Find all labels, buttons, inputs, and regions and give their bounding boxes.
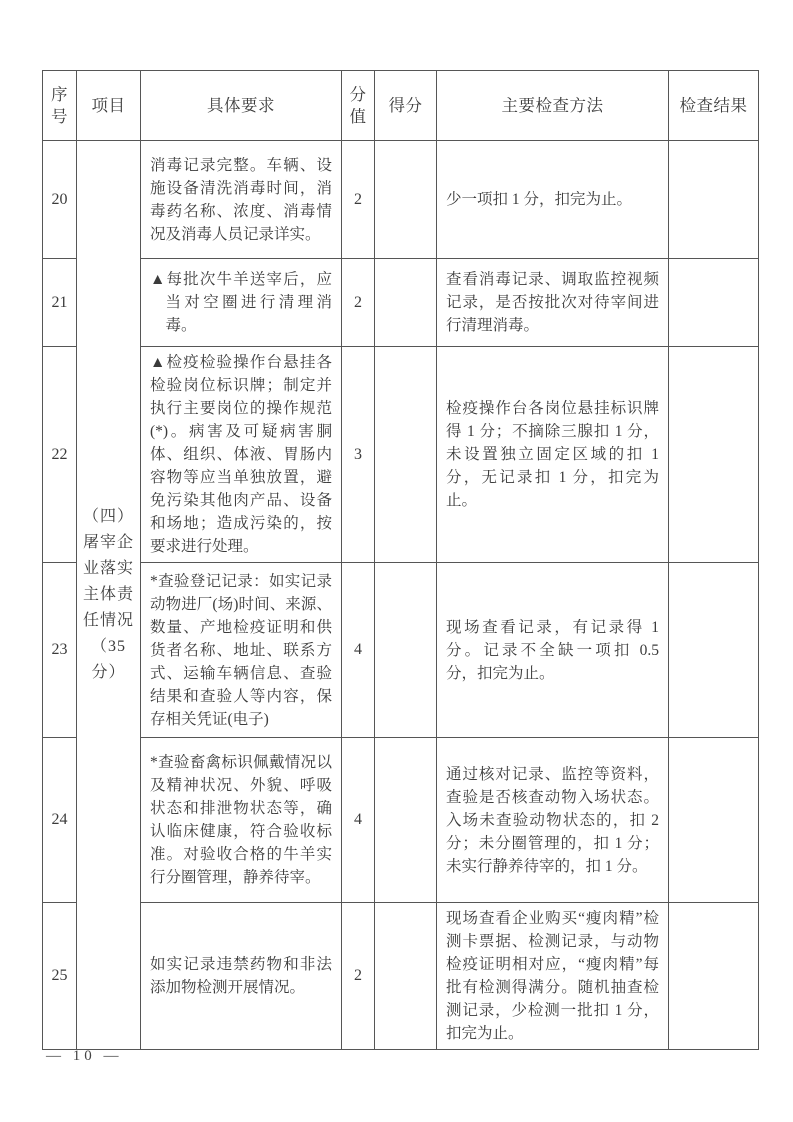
row-no-cell: 20 bbox=[43, 141, 77, 259]
table-row bbox=[43, 563, 759, 738]
inspection-score-table bbox=[42, 70, 759, 1050]
requirement-text: 消毒记录完整。车辆、设施设备清洗消毒时间，消毒药名称、浓度、消毒情况及消毒人员记录详实。 bbox=[150, 156, 332, 243]
result-cell bbox=[669, 259, 759, 347]
requirement-text: 如实记录违禁药物和非法添加物检测开展情况。 bbox=[150, 956, 332, 996]
method-cell bbox=[437, 563, 669, 738]
table-row bbox=[43, 738, 759, 903]
header-points: 得分 bbox=[375, 71, 437, 141]
method-text: 通过核对记录、监控等资料，查验是否核查动物入场状态。入场未查验动物状态的，扣 2 分；未分圈管理的，扣 1 分；未实行静养待宰的，扣 1 分。 bbox=[446, 765, 659, 875]
table-row bbox=[43, 347, 759, 563]
result-cell bbox=[669, 903, 759, 1050]
method-cell bbox=[437, 347, 669, 563]
result-cell bbox=[669, 563, 759, 738]
score-cell: 2 bbox=[342, 903, 375, 1050]
header-method: 主要检查方法 bbox=[437, 71, 669, 141]
points-cell bbox=[375, 347, 437, 563]
points-cell bbox=[375, 141, 437, 259]
row-no-cell: 25 bbox=[43, 903, 77, 1050]
method-cell bbox=[437, 259, 669, 347]
header-requirement: 具体要求 bbox=[141, 71, 342, 141]
requirement-text: *查验畜禽标识佩戴情况以及精神状况、外貌、呼吸状态和排泄物状态等，确认临床健康，符合验收标准。对验收合格的牛羊实行分圈管理，静养待宰。 bbox=[150, 754, 332, 886]
requirement-text: ▲每批次牛羊送宰后，应当对空圈进行清理消毒。 bbox=[150, 271, 332, 334]
points-cell bbox=[375, 563, 437, 738]
result-cell bbox=[669, 347, 759, 563]
page-number: — 10 — bbox=[46, 1048, 123, 1064]
method-cell bbox=[437, 738, 669, 903]
header-project: 项目 bbox=[77, 71, 141, 141]
requirement-text: ▲检疫检验操作台悬挂各检验岗位标识牌；制定并执行主要岗位的操作规范(*)。病害及可疑病害胴体、组织、体液、胃肠内容物等应当单独放置，避免污染其他肉产品、设备和场地；造成污染的，按要求进行处理。 bbox=[150, 354, 332, 555]
requirement-cell bbox=[141, 738, 342, 903]
requirement-cell bbox=[141, 141, 342, 259]
row-no-cell: 21 bbox=[43, 259, 77, 347]
table-row bbox=[43, 141, 759, 259]
requirement-cell bbox=[141, 563, 342, 738]
row-no-cell: 23 bbox=[43, 563, 77, 738]
row-no-cell: 22 bbox=[43, 347, 77, 563]
method-cell bbox=[437, 903, 669, 1050]
points-cell bbox=[375, 259, 437, 347]
method-text: 查看消毒记录、调取监控视频记录，是否按批次对待宰间进行清理消毒。 bbox=[446, 271, 659, 334]
project-group-cell: （四）屠宰企业落实主体责任情况（35分） bbox=[77, 141, 141, 1050]
row-no-cell: 24 bbox=[43, 738, 77, 903]
header-result: 检查结果 bbox=[669, 71, 759, 141]
result-cell bbox=[669, 141, 759, 259]
method-text: 现场查看记录，有记录得 1 分。记录不全缺一项扣 0.5 分，扣完为止。 bbox=[446, 618, 659, 682]
score-cell: 2 bbox=[342, 259, 375, 347]
requirement-text: *查验登记记录：如实记录动物进厂(场)时间、来源、数量、产地检疫证明和供货者名称、地址、联系方式、运输车辆信息、查验结果和查验人等内容，保存相关凭证(电子) bbox=[150, 572, 332, 728]
score-cell: 2 bbox=[342, 141, 375, 259]
method-text: 检疫操作台各岗位悬挂标识牌得 1 分；不摘除三腺扣 1 分，未设置独立固定区域的扣 1 分，无记录扣 1 分，扣完为止。 bbox=[446, 400, 659, 509]
requirement-cell bbox=[141, 347, 342, 563]
header-score: 分值 bbox=[342, 71, 375, 141]
method-text: 少一项扣 1 分，扣完为止。 bbox=[446, 191, 633, 208]
requirement-cell bbox=[141, 259, 342, 347]
score-cell: 4 bbox=[342, 738, 375, 903]
requirement-cell bbox=[141, 903, 342, 1050]
table-row bbox=[43, 259, 759, 347]
table-row bbox=[43, 903, 759, 1050]
header-no: 序号 bbox=[43, 71, 77, 141]
method-text: 现场查看企业购买“瘦肉精”检测卡票据、检测记录，与动物检疫证明相对应，“瘦肉精”每批有检测得满分。随机抽查检测记录，少检测一批扣 1 分，扣完为止。 bbox=[446, 910, 659, 1042]
score-cell: 4 bbox=[342, 563, 375, 738]
points-cell bbox=[375, 738, 437, 903]
table-header-row bbox=[43, 71, 759, 141]
score-cell: 3 bbox=[342, 347, 375, 563]
result-cell bbox=[669, 738, 759, 903]
method-cell bbox=[437, 141, 669, 259]
points-cell bbox=[375, 903, 437, 1050]
